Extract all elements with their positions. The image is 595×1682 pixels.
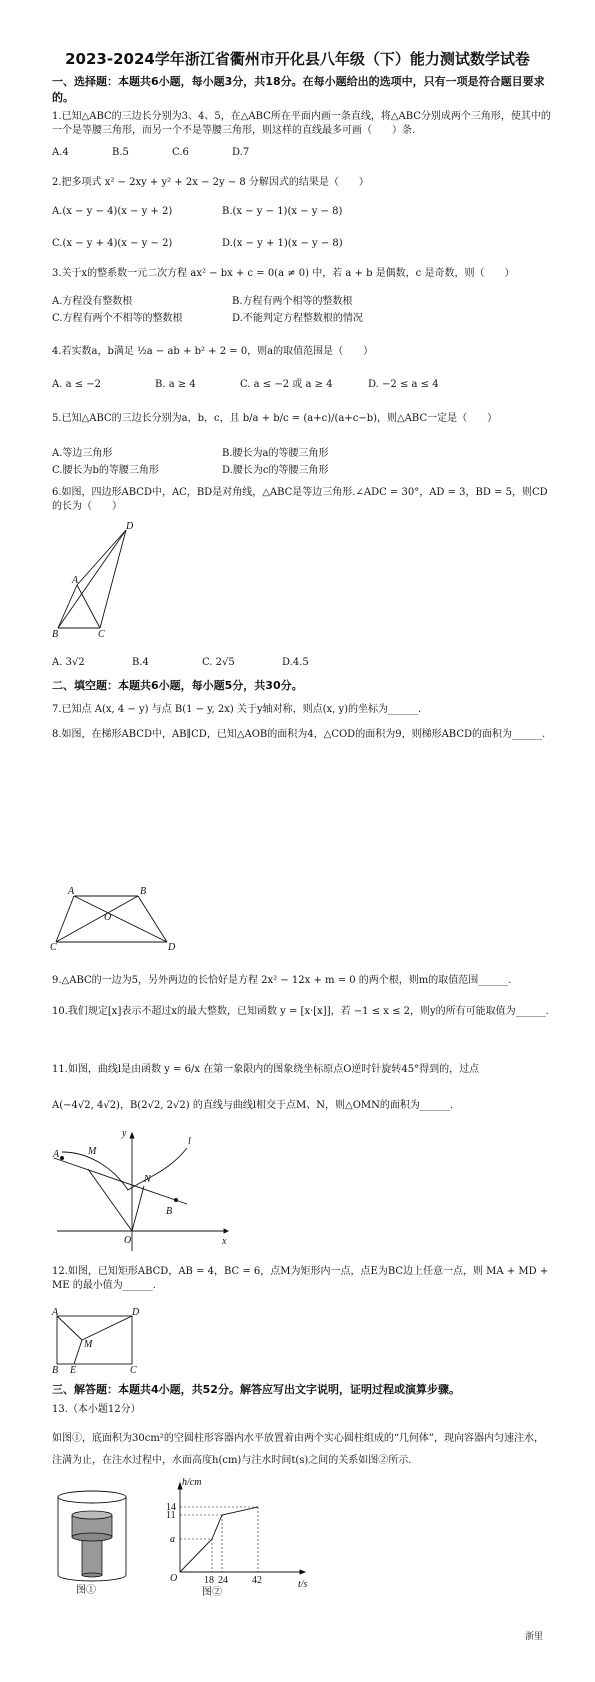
q11-curve-l: [62, 1148, 187, 1190]
question-7: 7.已知点 A(x, 4 − y) 与点 B(1 − y, 2x) 关于y轴对称，则点(x, y)的坐标为______.: [52, 704, 422, 715]
q5-option-a[interactable]: A.等边三角形: [52, 448, 113, 459]
q3-option-a[interactable]: A.方程没有整数根: [52, 296, 133, 307]
q1-option-a[interactable]: A.4: [52, 147, 69, 158]
q1-option-d[interactable]: D.7: [232, 147, 250, 158]
q11-x-arrow: [224, 1229, 228, 1233]
lower-cylinder-base: [82, 1573, 102, 1577]
q12-figure: [52, 1307, 142, 1376]
q6-label-a: A: [72, 575, 79, 586]
q13-xtick-42: 42: [252, 1575, 262, 1586]
q12-rectangle: [57, 1316, 132, 1364]
q12-label-m: M: [84, 1339, 93, 1350]
q13-h-t-graph: [180, 1507, 258, 1572]
q4-option-a[interactable]: A. a ≤ −2: [52, 379, 102, 390]
upper-cylinder-top: [72, 1511, 112, 1519]
q4-option-b[interactable]: B. a ≥ 4: [155, 379, 196, 390]
q11-y-arrow: [130, 1133, 134, 1138]
question-9: 9.△ABC的一边为5，另外两边的长恰好是方程 2x² − 12x + m = 0 的两个根，则m的取值范围______.: [52, 975, 512, 986]
container-top-rim: [58, 1491, 126, 1503]
lower-solid-cylinder: [82, 1537, 102, 1575]
q1-option-c[interactable]: C.6: [172, 147, 189, 158]
q11-label-b: B: [166, 1206, 173, 1217]
q8-segment-ac: [56, 896, 74, 942]
page-title: 2023-2024学年浙江省衢州市开化县八年级（下）能力测试数学试卷: [65, 50, 530, 68]
q6-segment-ac: [77, 585, 100, 628]
q11-segment-on: [132, 1186, 144, 1231]
q13-origin: O: [170, 1573, 178, 1584]
q12-label-b: B: [52, 1365, 59, 1376]
q11-label-x: x: [222, 1236, 227, 1247]
q13-t-arrow: [300, 1570, 305, 1574]
q13-figure-2: [160, 1477, 310, 1597]
q11-point-a: [60, 1156, 64, 1160]
q8-label-b: B: [140, 886, 147, 897]
question-13: 如图①，底面积为30cm²的空圆柱形容器内水平放置着由两个实心圆柱组成的“几何体”，现向容器内匀速注水，注满为止，在注水过程中，水面高度h(cm)与注水时间t(s)之间的关系如图②所示.: [52, 1433, 545, 1466]
q3-option-c[interactable]: C.方程有两个不相等的整数根: [52, 313, 183, 324]
q2-option-b[interactable]: B.(x − y − 1)(x − y − 8): [222, 206, 343, 217]
section-2-heading: 二、填空题：本题共6小题，每小题5分，共30分。: [52, 679, 303, 692]
q8-label-o: O: [104, 912, 112, 923]
q12-label-c: C: [130, 1365, 137, 1376]
q12-label-e: E: [70, 1365, 77, 1376]
q6-option-a[interactable]: A. 3√2: [52, 657, 85, 668]
q5-option-b[interactable]: B.腰长为a的等腰三角形: [222, 448, 329, 459]
q2-option-a[interactable]: A.(x − y − 4)(x − y + 2): [52, 206, 173, 217]
q4-option-c[interactable]: C. a ≤ −2 或 a ≥ 4: [240, 379, 333, 390]
q11-segment-om: [88, 1169, 132, 1231]
footer-mark: 浙里: [524, 1632, 543, 1642]
q8-diagonal-bc: [56, 896, 138, 942]
q3-option-d[interactable]: D.不能判定方程整数根的情况: [232, 313, 363, 324]
q6-label-c: C: [98, 629, 105, 640]
question-6: 6.如图，四边形ABCD中，AC，BD是对角线，△ABC是等边三角形.∠ADC = 30°，AD = 3，BD = 5，则CD的长为（ ）: [52, 487, 548, 512]
q3-option-b[interactable]: B.方程有两个相等的整数根: [232, 296, 353, 307]
q13-xtick-24: 24: [218, 1575, 228, 1586]
q2-option-d[interactable]: D.(x − y + 1)(x − y − 8): [222, 238, 343, 249]
q12-segment-dm: [82, 1316, 132, 1340]
question-10: 10.我们规定[x]表示不超过x的最大整数，已知函数 y = [x·[x]]，若 −1 ≤ x ≤ 2，则y的所有可能取值为______.: [52, 1006, 549, 1017]
q11-label-m: M: [88, 1146, 97, 1157]
question-1: 1.已知△ABC的三边长分别为3、4、5，在△ABC所在平面内画一条直线，将△ABC分别成两个三角形，使其中的一个是等腰三角形，而另一个不是等腰三角形，则这样的直线最多可画（ ）条.: [52, 111, 551, 136]
q13-figure-2-caption: 图②: [202, 1587, 222, 1598]
q4-option-d[interactable]: D. −2 ≤ a ≤ 4: [368, 379, 439, 390]
question-8: 8.如图，在梯形ABCD中，AB∥CD，已知△AOB的面积为4，△COD的面积为9，则梯形ABCD的面积为______.: [52, 729, 546, 740]
q11-label-a: A: [53, 1149, 60, 1160]
q11-label-o: O: [124, 1235, 132, 1246]
q8-diagonal-ad: [74, 896, 167, 942]
q13-figure-1-caption: 图①: [76, 1585, 96, 1596]
q13-ytick-a: a: [170, 1534, 175, 1545]
q6-figure: [52, 521, 152, 640]
q12-label-d: D: [132, 1307, 140, 1318]
q6-option-d[interactable]: D.4.5: [282, 657, 309, 668]
q11-label-y: y: [122, 1128, 127, 1139]
q5-option-c[interactable]: C.腰长为b的等腰三角形: [52, 465, 159, 476]
question-12: 12.如图，已知矩形ABCD，AB = 4，BC = 6，点M为矩形内一点，点E为BC边上任意一点，则 MA + MD + ME 的最小值为______.: [52, 1266, 552, 1291]
q8-label-a: A: [68, 886, 75, 897]
question-11-line-1: 11.如图，曲线l是由函数 y = 6/x 在第一象限内的图象绕坐标原点O逆时针旋转45°得到的，过点: [52, 1064, 480, 1075]
upper-cylinder-base: [72, 1533, 112, 1541]
q5-option-d[interactable]: D.腰长为c的等腰三角形: [222, 465, 329, 476]
q13-axis-t-label: t/s: [298, 1579, 308, 1590]
q12-segment-am: [57, 1316, 82, 1340]
q6-label-b: B: [52, 629, 59, 640]
q6-label-d: D: [126, 521, 134, 532]
question-4: 4.若实数a，b满足 ½a − ab + b² + 2 = 0，则a的取值范围是（ ）: [52, 346, 374, 357]
q11-label-l: l: [188, 1136, 191, 1147]
q11-figure: [52, 1126, 232, 1256]
q6-option-c[interactable]: C. 2√5: [202, 657, 235, 668]
q13-figure-1: [52, 1487, 132, 1597]
section-1-heading: 一、选择题：本题共6小题，每小题3分，共18分。在每小题给出的选项中，只有一项是符合题目要求的。: [52, 75, 545, 104]
question-11-line-2: A(−4√2, 4√2)，B(2√2, 2√2) 的直线与曲线l相交于点M、N，则△OMN的面积为______.: [52, 1100, 454, 1111]
q8-label-c: C: [50, 942, 57, 953]
question-2: 2.把多项式 x² − 2xy + y² + 2x − 2y − 8 分解因式的结果是（ ）: [52, 177, 369, 188]
q2-option-c[interactable]: C.(x − y + 4)(x − y − 2): [52, 238, 173, 249]
q6-segment-ab: [58, 585, 77, 628]
q6-option-b[interactable]: B.4: [132, 657, 149, 668]
q12-segment-me: [74, 1340, 82, 1364]
q13-ytick-14: 14: [166, 1502, 176, 1513]
q8-label-d: D: [168, 942, 176, 953]
q12-label-a: A: [52, 1307, 59, 1318]
question-3: 3.关于x的整系数一元二次方程 ax² − bx + c = 0(a ≠ 0) 中，若 a + b 是偶数，c 是奇数，则（ ）: [52, 268, 515, 279]
q11-point-b: [174, 1198, 178, 1202]
q11-line-ab: [54, 1158, 187, 1204]
q8-figure: [50, 886, 182, 953]
question-13-heading: 13.（本小题12分）: [52, 1404, 141, 1415]
q13-ytick-11: 11: [166, 1510, 176, 1521]
q11-label-n: N: [144, 1174, 151, 1185]
q13-axis-h-label: h/cm: [182, 1477, 202, 1488]
section-3-heading: 三、解答题：本题共4小题，共52分。解答应写出文字说明，证明过程或演算步骤。: [52, 1383, 460, 1396]
q1-option-b[interactable]: B.5: [112, 147, 129, 158]
question-5: 5.已知△ABC的三边长分别为a，b，c，且 b/a + b/c = (a+c)/(a+c−b)，则△ABC一定是（ ）: [52, 413, 498, 424]
q13-xtick-18: 18: [204, 1575, 214, 1586]
